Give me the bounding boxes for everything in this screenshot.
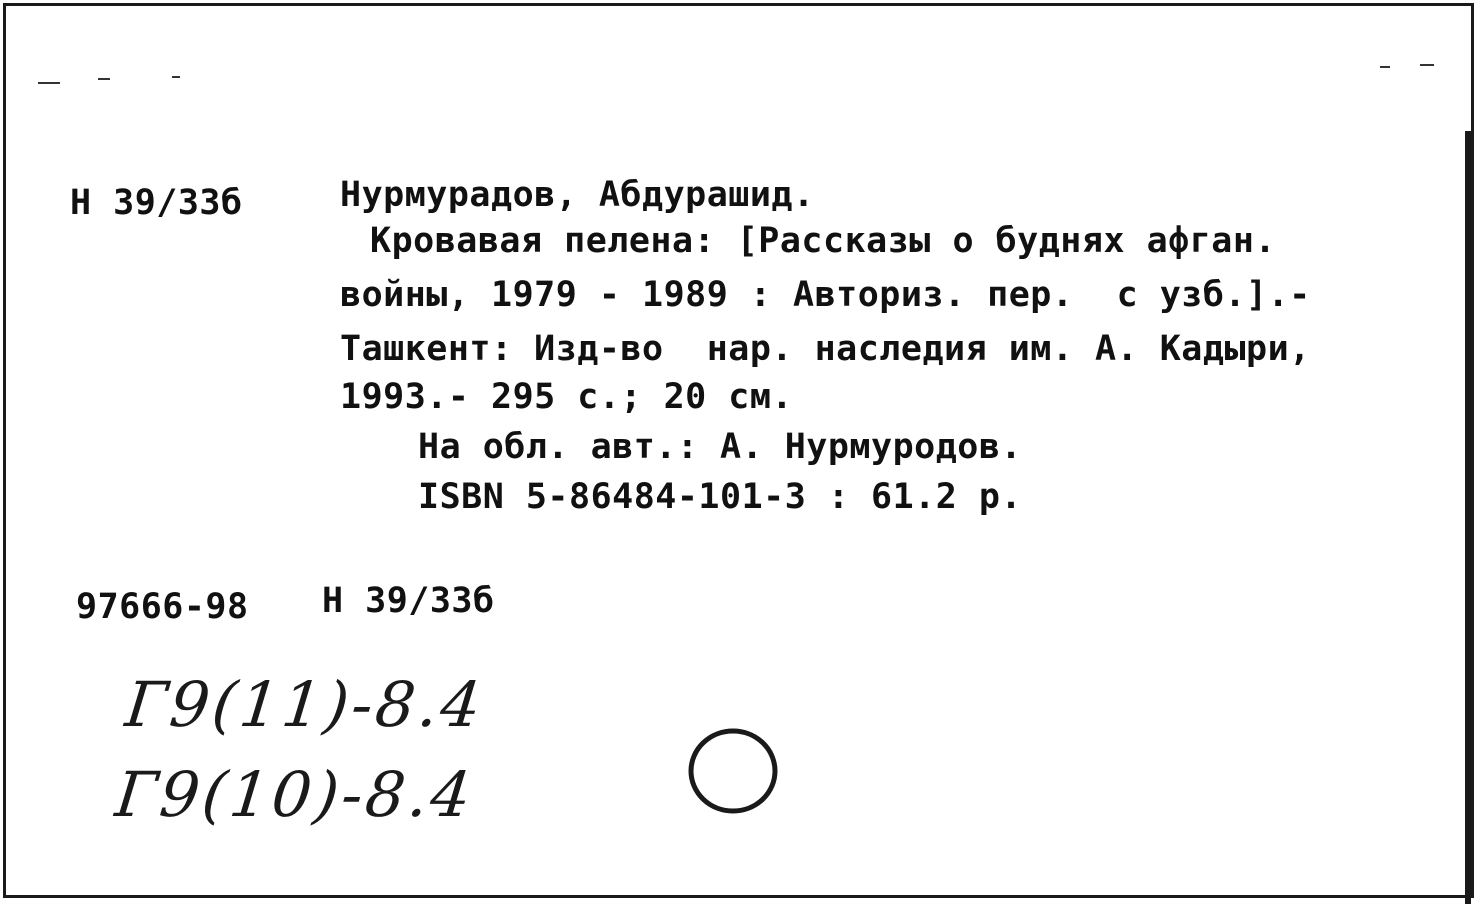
handwritten-code-1: Г9(11)-8.4: [122, 668, 488, 741]
note-isbn-price: ISBN 5-86484-101-3 : 61.2 р.: [418, 477, 1023, 517]
shelfmark: Н 39/33б: [70, 183, 243, 223]
card-edge-mark: [1465, 131, 1471, 904]
accession-number: 97666-98: [76, 587, 249, 627]
scan-speck: [172, 76, 180, 78]
description-line-2: войны, 1979 - 1989 : Авториз. пер. с узб.].-: [340, 275, 1311, 315]
circle-stamp-icon: [686, 726, 782, 818]
description-line-1: Кровавая пелена: [Рассказы о буднях афган.: [370, 221, 1277, 261]
note-cover-author: На обл. авт.: А. Нурмуродов.: [418, 427, 1023, 467]
accession-shelfmark: Н 39/33б: [322, 581, 495, 621]
scan-speck: [1420, 64, 1434, 66]
description-line-4: 1993.- 295 с.; 20 см.: [340, 377, 794, 417]
scan-speck: [1380, 66, 1390, 68]
author-heading: Нурмурадов, Абдурашид.: [340, 175, 815, 215]
description-line-3: Ташкент: Изд-во нар. наследия им. А. Кадыри,: [340, 329, 1311, 369]
scan-speck: [38, 82, 60, 84]
handwritten-code-2: Г9(10)-8.4: [112, 758, 478, 831]
scan-speck: [98, 78, 110, 80]
